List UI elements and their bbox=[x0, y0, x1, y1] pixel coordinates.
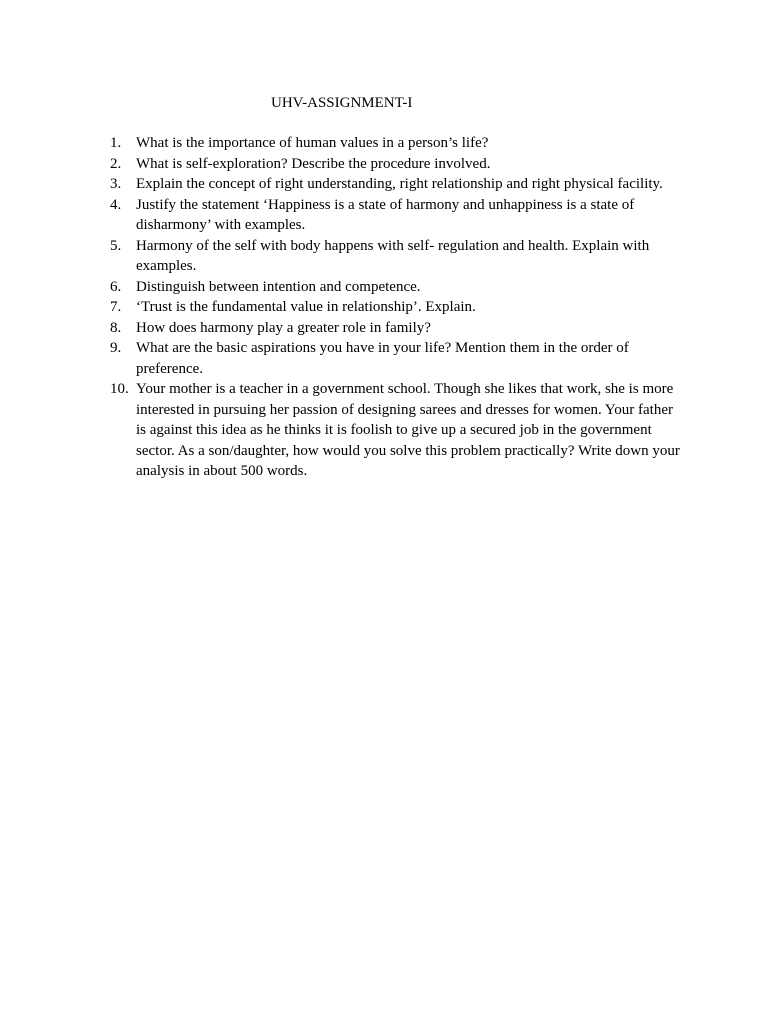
question-item-4 bbox=[110, 195, 685, 236]
question-item-2 bbox=[110, 154, 685, 175]
question-number: 3. bbox=[110, 176, 122, 192]
question-number: 7. bbox=[110, 299, 122, 315]
question-item-6 bbox=[110, 277, 685, 298]
question-number: 6. bbox=[110, 278, 122, 295]
question-text: What is the importance of human values in a person’s life? bbox=[136, 135, 489, 151]
question-number: 5. bbox=[110, 237, 122, 254]
question-item-8 bbox=[110, 318, 685, 339]
question-number: 1. bbox=[110, 135, 122, 151]
question-list bbox=[110, 133, 685, 482]
question-text: Harmony of the self with body happens with self- regulation and health. Explain with examples. bbox=[136, 237, 650, 274]
question-number: 2. bbox=[110, 155, 122, 172]
question-item-7 bbox=[110, 297, 685, 318]
question-number: 4. bbox=[110, 196, 122, 213]
question-text: What are the basic aspirations you have in your life? Mention them in the order of preference. bbox=[136, 340, 629, 377]
question-text: Distinguish between intention and competence. bbox=[136, 278, 421, 295]
question-item-3 bbox=[110, 174, 685, 195]
question-item-5 bbox=[110, 236, 685, 277]
question-text: Your mother is a teacher in a government school. Though she likes that work, she is more interested in pursuing her passion of designing sarees and dresses for women. Your father is against this idea as he thinks it is foolish to give up a secured job in the government sector. As a son/daughter, how would you solve this problem practically? Write down your analysis in about 500 words. bbox=[136, 381, 680, 479]
document-title: UHV-ASSIGNMENT-I bbox=[271, 95, 413, 111]
question-number: 10. bbox=[110, 381, 129, 397]
question-item-1 bbox=[110, 133, 685, 154]
question-item-10 bbox=[110, 379, 685, 482]
question-text: Justify the statement ‘Happiness is a state of harmony and unhappiness is a state of disharmony’ with examples. bbox=[136, 196, 635, 233]
question-text: ‘Trust is the fundamental value in relationship’. Explain. bbox=[136, 299, 476, 315]
question-text: Explain the concept of right understanding, right relationship and right physical facility. bbox=[136, 176, 663, 192]
question-number: 8. bbox=[110, 319, 122, 336]
question-item-9 bbox=[110, 338, 685, 379]
question-text: What is self-exploration? Describe the procedure involved. bbox=[136, 155, 491, 172]
question-number: 9. bbox=[110, 340, 122, 356]
question-text: How does harmony play a greater role in family? bbox=[136, 319, 431, 336]
